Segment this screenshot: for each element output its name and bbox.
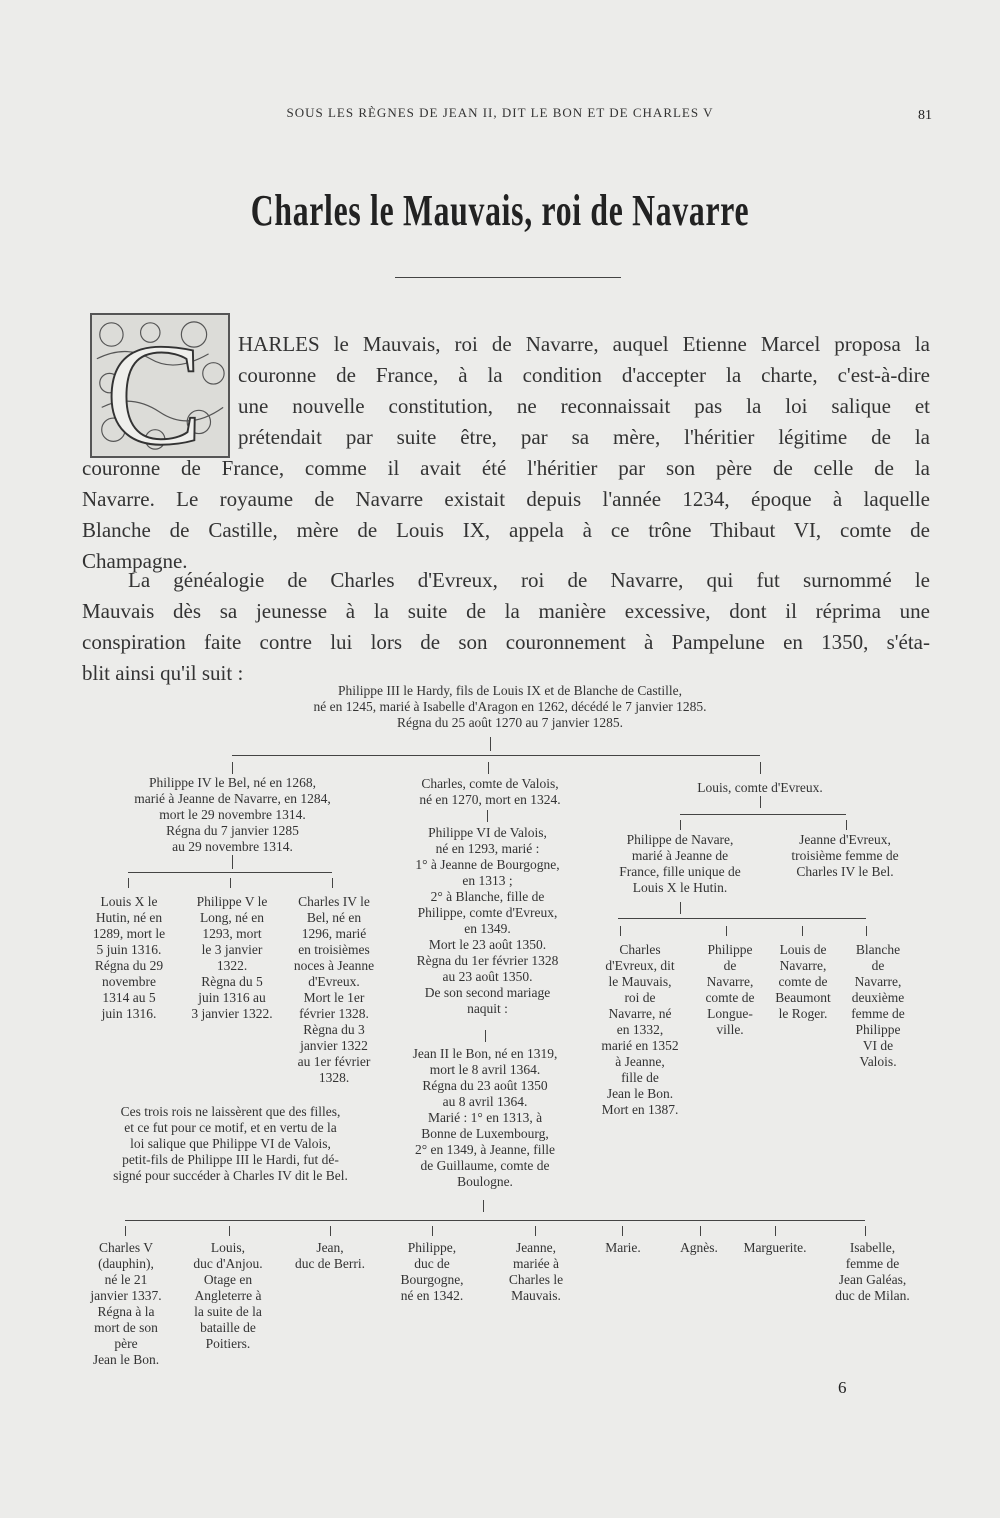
node-jean-berri: Jean, duc de Berri. — [294, 1240, 366, 1271]
tree-line — [128, 872, 332, 873]
node-louis-navarre: Louis de Navarre, comte de Beaumont le Roger. — [775, 942, 831, 1021]
node-philippe-iii: Philippe III le Hardy, fils de Louis IX et de Blanche de Castille, né en 1245, marié à Isabelle d'Aragon en 1262, décédé le 7 janvier 1285. Régna du 25 août 1270 au 7 janvier 1285. — [313, 683, 707, 730]
tree-line — [680, 902, 681, 914]
tree-line — [618, 918, 866, 919]
tree-line — [485, 1030, 486, 1042]
tree-line — [760, 796, 761, 808]
node-jean-ii: Jean II le Bon, né en 1319, mort le 8 avril 1364. Régna du 23 août 1350 au 8 avril 1364. Marié : 1° en 1313, à Bonne de Luxembourg, 2° en 1349, à Jeanne, fille de Guillaume, comte de Boulogne. — [412, 1046, 558, 1189]
intro-paragraph — [82, 453, 930, 577]
title-rule — [395, 277, 621, 278]
tree-line — [128, 878, 129, 888]
tree-line — [802, 926, 803, 936]
node-charles-v: Charles V (dauphin), né le 21 janvier 1337. Régna à la mort de son père Jean le Bon. — [90, 1240, 162, 1367]
tree-line — [866, 926, 867, 936]
tree-line — [680, 814, 846, 815]
text-line: conspiration faite contre lui lors de son couronnement à Pampelune en 1350, s'éta- — [82, 630, 930, 654]
text-line: une nouvelle constitution, ne reconnaissait pas la loi salique et — [238, 394, 930, 418]
signature-mark: 6 — [838, 1378, 847, 1397]
tree-line — [232, 755, 760, 756]
page-number: 81 — [918, 108, 932, 123]
node-philippe-v: Philippe V le Long, né en 1293, mort le 3 janvier 1322. Règna du 5 juin 1316 au 3 janvier 1322. — [191, 894, 273, 1021]
text-line: couronne de France, à la condition d'accepter la charte, c'est-à-dire — [238, 363, 930, 387]
node-philippe-iv: Philippe IV le Bel, né en 1268, marié à Jeanne de Navarre, en 1284, mort le 29 novembre 1314. Régna du 7 janvier 1285 au 29 novembre 1314. — [134, 775, 331, 854]
ornamental-dropcap-c — [90, 313, 230, 458]
tree-line — [487, 810, 488, 822]
dropcap-ornament-icon — [92, 315, 228, 456]
text-line: Mauvais dès sa jeunesse à la suite de la manière excessive, dont il réprima une — [82, 599, 930, 623]
genealogy-paragraph — [82, 565, 930, 689]
tree-line — [726, 926, 727, 936]
tree-line — [680, 820, 681, 830]
tree-line — [232, 762, 233, 774]
svg-text:C: C — [105, 315, 203, 456]
tree-line — [125, 1226, 126, 1236]
tree-line — [230, 878, 231, 888]
node-isabelle: Isabelle, femme de Jean Galéas, duc de Milan. — [835, 1240, 910, 1303]
node-marie: Marie. — [605, 1240, 641, 1255]
tree-line — [700, 1226, 701, 1236]
tree-line — [775, 1226, 776, 1236]
tree-line — [125, 1220, 865, 1221]
text-line: blit ainsi qu'il suit : — [82, 661, 244, 685]
tree-line — [330, 1226, 331, 1236]
node-marguerite: Marguerite. — [743, 1240, 807, 1255]
text-line: Champagne. — [82, 549, 188, 573]
node-blanche-navarre: Blanche de Navarre, deuxième femme de Philippe VI de Valois. — [851, 942, 905, 1069]
node-agnes: Agnès. — [680, 1240, 718, 1255]
text-line: Blanche de Castille, mère de Louis IX, appela à ce trône Thibaut VI, comte de — [82, 518, 930, 542]
tree-line — [332, 878, 333, 888]
text-line: La généalogie de Charles d'Evreux, roi de Navarre, qui fut surnommé le — [128, 568, 930, 592]
node-philippe-vi: Philippe VI de Valois, né en 1293, marié : 1° à Jeanne de Bourgogne, en 1313 ; 2° à Blanche, fille de Philippe, comte d'Evreux, en 1349. Mort le 23 août 1350. Règna du 1er février 1328 au 23 août 1350. De son second mariage naquit : — [415, 825, 560, 1016]
node-jeanne-evreux: Jeanne d'Evreux, troisième femme de Charles IV le Bel. — [791, 832, 899, 879]
text-line: Navarre. Le royaume de Navarre existait depuis l'année 1234, époque à laquelle — [82, 487, 930, 511]
tree-line — [490, 737, 491, 751]
node-philippe-longueville: Philippe de Navarre, comte de Longue- ville. — [705, 942, 755, 1037]
node-philippe-bourgogne: Philippe, duc de Bourgogne, né en 1342. — [400, 1240, 464, 1303]
tree-line — [760, 762, 761, 774]
page-title: Charles le Mauvais, roi de Navarre — [250, 186, 750, 235]
tree-line — [535, 1226, 536, 1236]
text-line: HARLES le Mauvais, roi de Navarre, auquel Etienne Marcel proposa la — [238, 332, 930, 356]
tree-line — [865, 1226, 866, 1236]
running-title: SOUS LES RÈGNES DE JEAN II, DIT LE BON ET DE CHARLES V — [286, 105, 714, 120]
text-line: couronne de France, comme il avait été l'héritier par son père de celle de la — [82, 456, 930, 480]
tree-line — [229, 1226, 230, 1236]
tree-line — [483, 1200, 484, 1212]
tree-line — [846, 820, 847, 830]
intro-paragraph-indented — [238, 329, 930, 453]
tree-line — [620, 926, 621, 936]
tree-line — [432, 1226, 433, 1236]
node-charles-valois: Charles, comte de Valois, né en 1270, mort en 1324. — [419, 776, 561, 807]
text-line: prétendait par suite être, par sa mère, l'héritier légitime de la — [238, 425, 930, 449]
node-louis-x: Louis X le Hutin, né en 1289, mort le 5 juin 1316. Régna du 29 novembre 1314 au 5 juin 1316. — [92, 894, 166, 1021]
node-louis-evreux: Louis, comte d'Evreux. — [697, 780, 823, 795]
tree-line — [488, 762, 489, 774]
node-charles-iv: Charles IV le Bel, né en 1296, marié en troisièmes noces à Jeanne d'Evreux. Mort le 1er février 1328. Règna du 3 janvier 1322 au 1er février 1328. — [293, 894, 375, 1085]
tree-line — [232, 855, 233, 869]
note-salic-law: Ces trois rois ne laissèrent que des filles, et ce fut pour ce motif, et en vertu de la loi salique que Philippe VI de Valois, petit-fils de Philippe III le Hardi, fut dé- signé pour succéder à Charles IV dit le Bel. — [113, 1104, 348, 1183]
node-louis-anjou: Louis, duc d'Anjou. Otage en Angleterre à la suite de la bataille de Poitiers. — [193, 1240, 263, 1351]
node-charles-le-mauvais: Charles d'Evreux, dit le Mauvais, roi de Navarre, né en 1332, marié en 1352 à Jeanne, fille de Jean le Bon. Mort en 1387. — [601, 942, 679, 1117]
node-jeanne: Jeanne, mariée à Charles le Mauvais. — [508, 1240, 564, 1303]
tree-line — [622, 1226, 623, 1236]
node-philippe-navarre: Philippe de Navare, marié à Jeanne de France, fille unique de Louis X le Hutin. — [619, 832, 741, 895]
